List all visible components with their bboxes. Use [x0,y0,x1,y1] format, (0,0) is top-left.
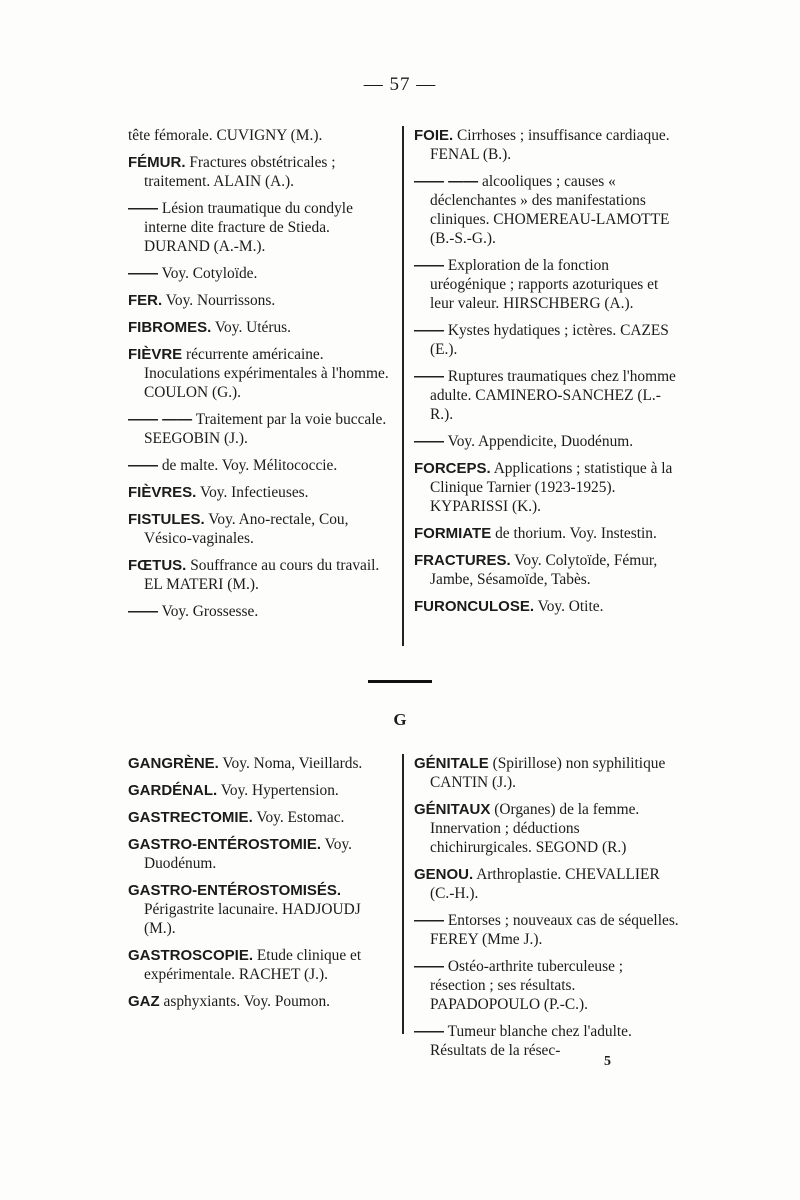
section-letter: G [393,710,407,729]
entry-head: GARDÉNAL. [128,782,218,799]
entry-body: de malte. Voy. Mélitococcie. [161,457,338,474]
entry-head: FURONCULOSE. [414,598,534,615]
page-number: — 57 — [363,74,437,95]
entry-head: GÉNITALE [414,755,489,772]
index-entry [128,126,390,145]
entry-body: Cirrhoses ; insuffisance cardiaque. FENAL (B.). [430,127,670,163]
index-entry [414,754,682,792]
entry-head: FÉMUR. [128,154,186,171]
index-entry [128,153,390,191]
entry-head: —— [128,265,158,282]
entry-body: Voy. Cotyloïde. [161,265,258,282]
entry-body: (Spirillose) non syphilitique CANTIN (J.). [430,755,666,791]
section-separator [368,680,432,683]
entry-head: —— [414,912,444,929]
entry-body: Tumeur blanche chez l'adulte. Résultats de la résec- [430,1023,632,1059]
index-entry [128,264,390,283]
index-entry [128,754,394,773]
entry-body: Voy. Hypertension. [220,782,339,799]
index-entry [128,291,390,310]
index-entry [414,800,682,857]
entry-body: Voy. Utérus. [214,319,292,336]
index-entry [128,318,390,337]
entry-body: Voy. Estomac. [256,809,345,826]
index-entry [414,126,680,164]
entry-body: Périgastrite lacunaire. HADJOUDJ (M.). [144,901,361,937]
index-entry [414,1022,682,1060]
entry-head: GÉNITAUX [414,801,491,818]
entry-body: Voy. Infectieuses. [199,484,309,501]
index-entry [128,781,394,800]
entry-body: Ostéo-arthrite tuberculeuse ; résection ; ses résultats. PAPADOPOULO (P.-C.). [430,958,624,1013]
index-entry [414,459,680,516]
index-entry [414,911,682,949]
entry-body: récurrente américaine. Inoculations expérimentales à l'homme. COULON (G.). [144,346,389,401]
entry-head: GENOU. [414,866,474,883]
entry-body: Exploration de la fonction uréogénique ; rapports azoturiques et leur valeur. HIRSCHBERG (A.). [430,257,659,312]
entry-body: Voy. Otite. [537,598,604,615]
signature-mark: 5 [604,1054,611,1069]
index-entry [414,551,680,589]
entry-head: —— [414,368,444,385]
entry-head: —— [414,257,444,274]
index-entry [414,957,682,1014]
index-entry [128,992,394,1011]
entry-body: Entorses ; nouveaux cas de séquelles. FEREY (Mme J.). [430,912,679,948]
entry-head: FORMIATE [414,525,492,542]
entry-body: Voy. Nourrissons. [165,292,276,309]
index-entry [414,597,680,616]
index-entry [128,808,394,827]
entry-body: Traitement par la voie buccale. SEEGOBIN (J.). [144,411,387,447]
entry-body: alcooliques ; causes « déclenchantes » des manifestations cliniques. CHOMEREAU-LAMOTTE (B.-S.-G.). [430,173,670,247]
entry-head: —— [414,1023,444,1040]
entry-body: Arthroplastie. CHEVALLIER (C.-H.). [430,866,660,902]
index-entry [128,881,394,938]
entry-head: —— [128,200,158,217]
entry-head: GASTRO-ENTÉROSTOMIE. [128,836,322,853]
column-bottom-left [128,754,394,1019]
column-top-right [414,126,680,624]
entry-body: Voy. Noma, Vieillards. [222,755,363,772]
entry-head: GASTRO-ENTÉROSTOMISÉS. [128,882,342,899]
index-entry [128,483,390,502]
index-entry [414,367,680,424]
index-entry [128,602,390,621]
entry-head: FISTULES. [128,511,205,528]
entry-body: Etude clinique et expérimentale. RACHET (J.). [144,947,362,983]
entry-head: FRACTURES. [414,552,511,569]
entry-body: Applications ; statistique à la Clinique Tarnier (1923-1925). KYPARISSI (K.). [430,460,673,515]
entry-head: GASTROSCOPIE. [128,947,254,964]
column-bottom-right [414,754,682,1068]
index-entry [414,524,680,543]
column-top-left [128,126,390,629]
index-entry [128,946,394,984]
column-divider [402,754,404,1034]
entry-head: FŒTUS. [128,557,187,574]
entry-body: Voy. Appendicite, Duodénum. [447,433,634,450]
entry-head: —— [414,433,444,450]
index-entry [128,456,390,475]
entry-head: GANGRÈNE. [128,755,219,772]
index-entry [414,172,680,248]
entry-body: tête fémorale. CUVIGNY (M.). [128,127,323,144]
index-entry [128,510,390,548]
index-entry [414,321,680,359]
index-entry [128,556,390,594]
entry-body: Kystes hydatiques ; ictères. CAZES (E.). [430,322,669,358]
entry-body: Voy. Duodénum. [144,836,353,872]
entry-head: FIÈVRE [128,346,183,363]
entry-head: —— [128,603,158,620]
entry-head: FER. [128,292,163,309]
entry-body: (Organes) de la femme. Innervation ; déductions chichirurgicales. SEGOND (R.) [430,801,640,856]
entry-body: Voy. Ano-rectale, Cou, Vésico-vaginales. [144,511,349,547]
entry-head: —— [414,322,444,339]
entry-body: Ruptures traumatiques chez l'homme adulte. CAMINERO-SANCHEZ (L.-R.). [430,368,676,423]
entry-body: de thorium. Voy. Instestin. [495,525,657,542]
index-entry [128,410,390,448]
entry-head: —— [128,457,158,474]
index-entry [414,865,682,903]
entry-head: FOIE. [414,127,454,144]
entry-head: FIBROMES. [128,319,212,336]
entry-body: Voy. Colytoïde, Fémur, Jambe, Sésamoïde, Tabès. [430,552,658,588]
entry-body: Souffrance au cours du travail. EL MATERI (M.). [144,557,380,593]
index-entry [128,835,394,873]
entry-head: —— —— [414,173,479,190]
entry-head: —— —— [128,411,193,428]
index-entry [128,345,390,402]
entry-head: FORCEPS. [414,460,491,477]
column-divider [402,126,404,646]
entry-head: GAZ [128,993,160,1010]
entry-body: Fractures obstétricales ; traitement. ALAIN (A.). [144,154,336,190]
entry-body: Voy. Grossesse. [161,603,259,620]
entry-head: —— [414,958,444,975]
index-entry [414,432,680,451]
entry-body: Lésion traumatique du condyle interne dite fracture de Stieda. DURAND (A.-M.). [144,200,353,255]
index-entry [414,256,680,313]
index-entry [128,199,390,256]
entry-body: asphyxiants. Voy. Poumon. [163,993,330,1010]
entry-head: FIÈVRES. [128,484,197,501]
entry-head: GASTRECTOMIE. [128,809,253,826]
